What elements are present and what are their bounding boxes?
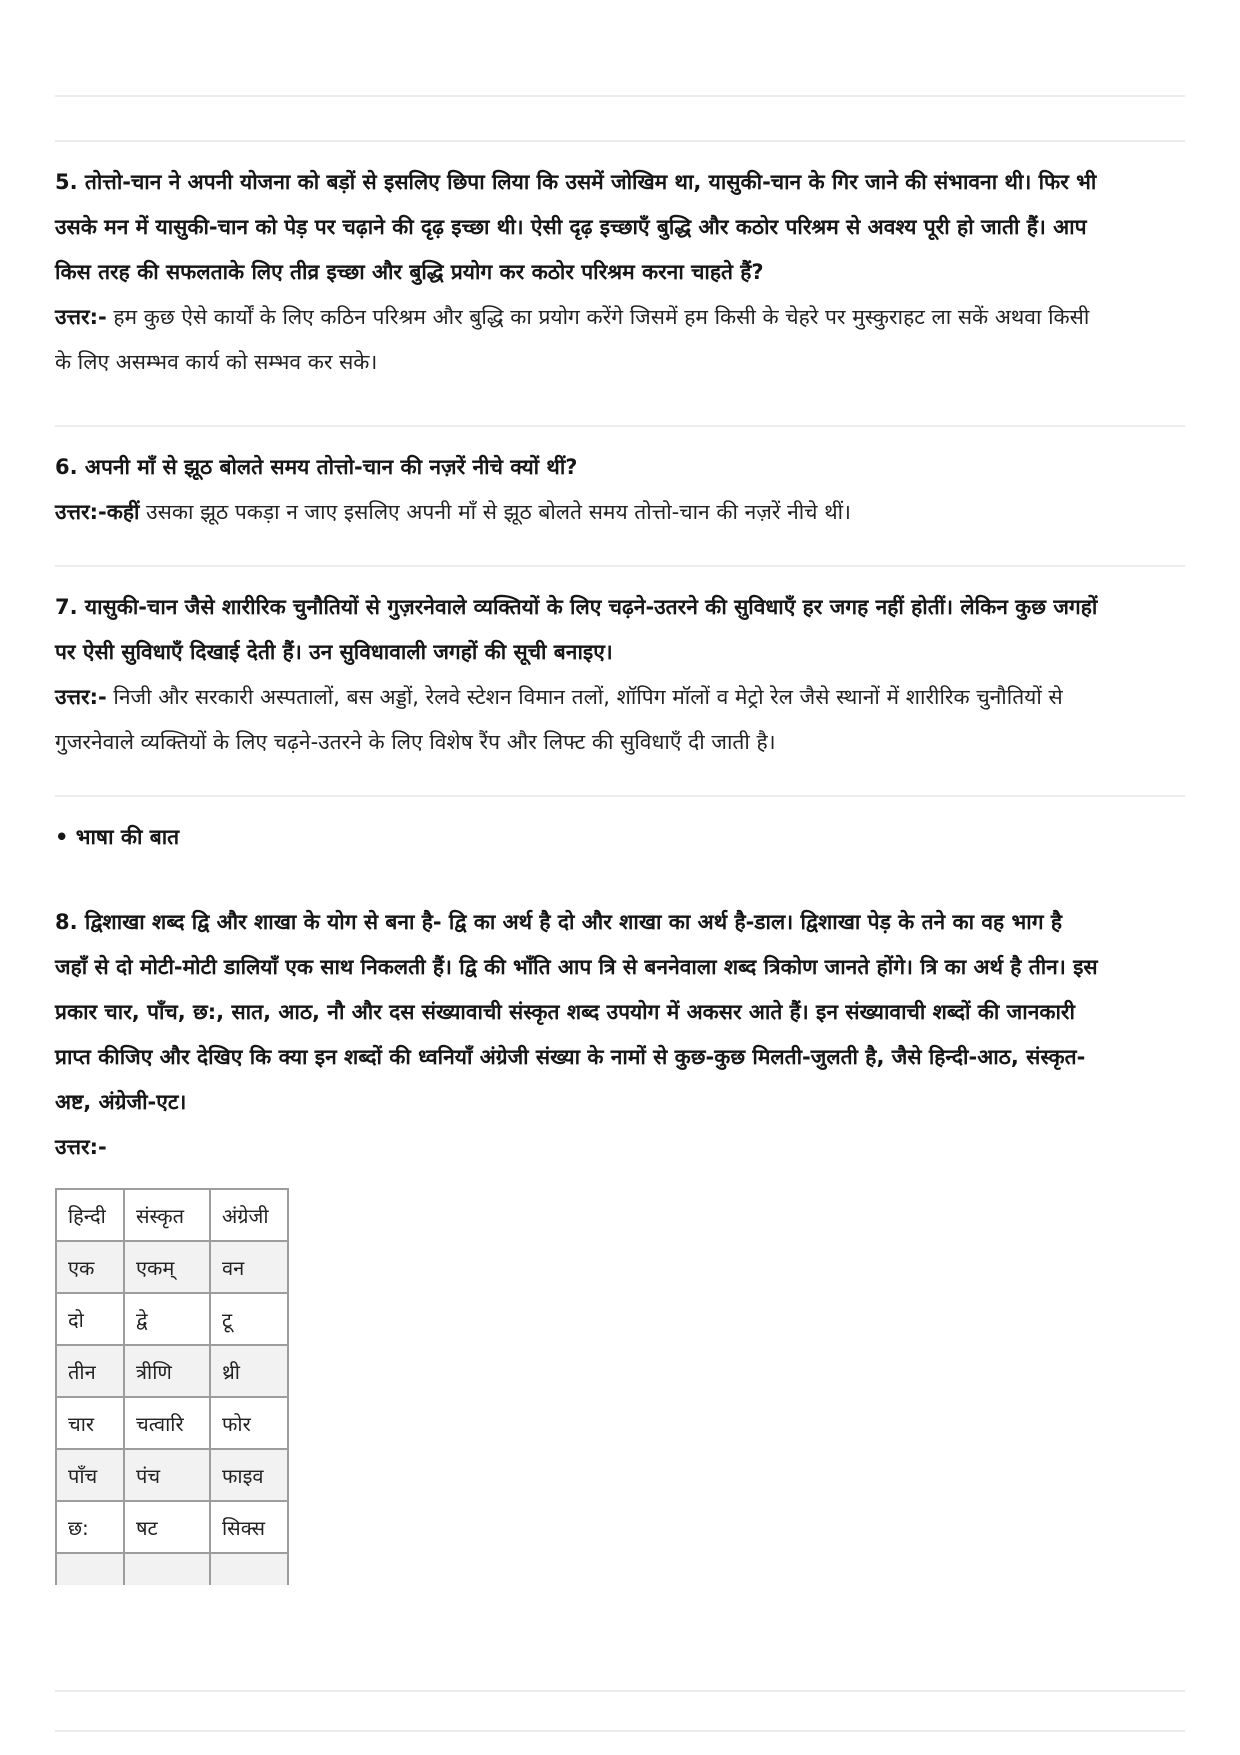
table-header-sanskrit: संस्कृत [124,1189,210,1241]
table-cell: सिक्स [210,1501,288,1553]
section-divider [55,565,1185,567]
table-cell: षट [124,1501,210,1553]
table-cell-empty [56,1553,124,1585]
table-cell: एकम् [124,1241,210,1293]
table-cell: पंच [124,1449,210,1501]
answer-8-label: उत्तर:- [55,1135,107,1159]
table-row-partial [56,1553,288,1585]
section-divider [55,1690,1185,1692]
table-cell: चत्वारि [124,1397,210,1449]
table-cell: एक [56,1241,124,1293]
table-row [56,1449,288,1501]
table-header-row [56,1189,288,1241]
section-divider [55,95,1185,97]
question-7-block [55,585,1100,765]
table-cell: पाँच [56,1449,124,1501]
table-row [56,1241,288,1293]
table-row [56,1345,288,1397]
answer-5-text [55,295,1100,385]
question-7-text: 7. यासुकी-चान जैसे शारीरिक चुनौतियों से गुज़रनेवाले व्यक्तियों के लिए चढ़ने-उतरने की सुविधाएँ हर जगह नहीं होतीं। लेकिन कुछ जगहों पर ऐसी सुविधाएँ दिखाई देती हैं। उन सुविधावाली जगहों की सूची बनाइए। [55,595,1098,664]
question-5-block [55,160,1100,385]
table-cell: फोर [210,1397,288,1449]
language-section-heading: • भाषा की बात [55,825,180,849]
table-header-english: अंग्रेजी [210,1189,288,1241]
answer-7-text [55,675,1100,765]
table-cell: टू [210,1293,288,1345]
table-cell: थ्री [210,1345,288,1397]
table-cell: द्वे [124,1293,210,1345]
table-cell: वन [210,1241,288,1293]
section-divider [55,1730,1185,1732]
question-8-text: 8. द्विशाखा शब्द द्वि और शाखा के योग से बना है- द्वि का अर्थ है दो और शाखा का अर्थ है-डाल। द्विशाखा पेड़ के तने का वह भाग है जहाँ से दो मोटी-मोटी डालियाँ एक साथ निकलती हैं। द्वि की भाँति आप त्रि से बननेवाला शब्द त्रिकोण जानते होंगे। त्रि का अर्थ है तीन। इस प्रकार चार, पाँच, छ:, सात, आठ, नौ और दस संख्यावाची संस्कृत शब्द उपयोग में अकसर आते हैं। इन संख्यावाची शब्दों की जानकारी प्राप्त कीजिए और देखिए कि क्या इन शब्दों की ध्वनियाँ अंग्रेजी संख्या के नामों से कुछ-कुछ मिलती-जुलती है, जैसे हिन्दी-आठ, संस्कृत-अष्ट, अंग्रेजी-एट। [55,910,1098,1114]
section-divider [55,425,1185,427]
table-cell: छ: [56,1501,124,1553]
table-cell: चार [56,1397,124,1449]
table-cell: त्रीणि [124,1345,210,1397]
table-row [56,1293,288,1345]
table-cell: तीन [56,1345,124,1397]
question-8-block [55,900,1100,1170]
answer-6-body: उसका झूठ पकड़ा न जाए इसलिए अपनी माँ से झूठ बोलते समय तोत्तो-चान की नज़रें नीचे थीं। [139,500,852,524]
table-header-hindi: हिन्दी [56,1189,124,1241]
question-6-block [55,445,1100,535]
content-column [0,95,1240,1732]
answer-5-label: उत्तर:- [55,305,107,329]
table-cell: फाइव [210,1449,288,1501]
question-5-text: 5. तोत्तो-चान ने अपनी योजना को बड़ों से इसलिए छिपा लिया कि उसमें जोखिम था, यासुकी-चान के गिर जाने की संभावना थी। फिर भी उसके मन में यासुकी-चान को पेड़ पर चढ़ाने की दृढ़ इच्छा थी। ऐसी दृढ़ इच्छाएँ बुद्धि और कठोर परिश्रम से अवश्य पूरी हो जाती हैं। आप किस तरह की सफलताके लिए तीव्र इच्छा और बुद्धि प्रयोग कर कठोर परिश्रम करना चाहते हैं? [55,170,1097,284]
answer-7-label: उत्तर:- [55,685,107,709]
table-row [56,1397,288,1449]
answer-7-body: निजी और सरकारी अस्पतालों, बस अड्डों, रेलवे स्टेशन विमान तलों, शॉपिग मॉलों व मेट्रो रेल जैसे स्थानों में शारीरिक चुनौतियों से गुजरनेवाले व्यक्तियों के लिए चढ़ने-उतरने के लिए विशेष रैंप और लिफ्ट की सुविधाएँ दी जाती है। [55,685,1063,754]
table-row [56,1501,288,1553]
number-words-table [55,1188,289,1585]
question-6-text: 6. अपनी माँ से झूठ बोलते समय तोत्तो-चान की नज़रें नीचे क्यों थीं? [55,455,578,479]
answer-6-label: उत्तर:-कहीं [55,500,140,524]
table-cell-empty [124,1553,210,1585]
section-divider [55,140,1185,142]
number-words-table-container [55,1188,295,1585]
answer-5-body: हम कुछ ऐसे कार्यों के लिए कठिन परिश्रम और बुद्धि का प्रयोग करेंगे जिसमें हम किसी के चेहरे पर मुस्कुराहट ला सकें अथवा किसी के लिए असम्भव कार्य को सम्भव कर सके। [55,305,1090,374]
section-divider [55,795,1185,797]
table-cell-empty [210,1553,288,1585]
answer-6-text [55,490,1100,535]
table-cell: दो [56,1293,124,1345]
